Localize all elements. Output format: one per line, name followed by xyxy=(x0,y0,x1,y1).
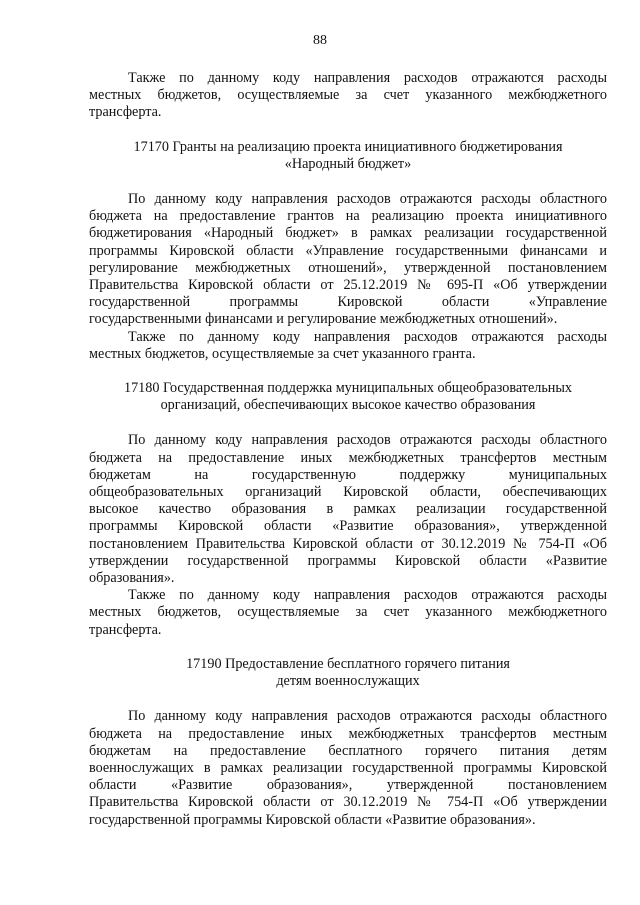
text-line: Также по данному коду направления расходов отражаются расходы xyxy=(128,70,607,86)
section-heading-17180 xyxy=(89,380,607,414)
text-line: бюджетам на государственную поддержку муниципальных xyxy=(89,466,607,483)
text-line: высокое качество образования в рамках реализации государственной xyxy=(89,501,607,518)
text-line: местных бюджетов, осуществляемые за счет указанного гранта. xyxy=(89,345,476,362)
text-line: государственной программы Кировской области «Развитие образования». xyxy=(89,811,536,828)
text-line: утверждении государственной программы Кировской области «Развитие xyxy=(89,552,607,569)
heading-line: 17180 Государственная поддержка муниципальных общеобразовательных xyxy=(123,380,573,397)
text-line: По данному коду направления расходов отражаются расходы областного xyxy=(128,708,607,725)
text-line: местных бюджетов, осуществляемые за счет указанного межбюджетного xyxy=(89,87,607,104)
heading-line: «Народный бюджет» xyxy=(284,155,412,172)
paragraph-transfer-note-2 xyxy=(89,587,607,639)
text-line: программы Кировской области «Развитие образования», утвержденной xyxy=(89,518,607,535)
text-line: По данному коду направления расходов отражаются расходы областного xyxy=(128,432,607,449)
text-line: Также по данному коду направления расходов отражаются расходы xyxy=(128,587,607,604)
text-line: государственными финансами и регулирование межбюджетных отношений». xyxy=(89,311,558,328)
text-line: общеобразовательных организаций Кировской области, обеспечивающих xyxy=(89,484,607,501)
text-line: государственной программы Кировской области «Управление xyxy=(89,294,607,311)
text-line: местных бюджетов, осуществляемые за счет указанного межбюджетного xyxy=(89,604,607,621)
text-line: трансферта. xyxy=(89,621,162,638)
paragraph-17190-description xyxy=(89,708,607,828)
text-line: постановлением Правительства Кировской области от 30.12.2019 № 754-П «Об xyxy=(89,535,607,552)
paragraph-17180-description xyxy=(89,432,607,587)
text-line: программы Кировской области «Управление государственными финансами и xyxy=(89,242,607,259)
heading-line: детям военнослужащих xyxy=(276,673,420,690)
paragraph-17170-local-note xyxy=(89,329,607,363)
text-line: бюджета на предоставление иных межбюджетных трансфертов местным xyxy=(89,725,607,742)
section-heading-17190 xyxy=(89,656,607,690)
text-line: бюджетирования «Народный бюджет» в рамках реализации государственной xyxy=(89,225,607,242)
text-line: регулирование межбюджетных отношений», утвержденной постановлением xyxy=(89,259,607,276)
text-line: бюджетам на предоставление бесплатного горячего питания детям xyxy=(89,742,607,759)
text-line: трансферта. xyxy=(89,104,162,121)
text-line: военнослужащих в рамках реализации государственной программы Кировской xyxy=(89,759,607,776)
text-line: бюджета на предоставление грантов на реализацию проекта инициативного xyxy=(89,208,607,225)
text-line: Правительства Кировской области от 30.12.2019 № 754-П «Об утверждении xyxy=(89,794,607,811)
text-line: области «Развитие образования», утвержденной постановлением xyxy=(89,777,607,794)
text-line: образования». xyxy=(89,570,175,587)
paragraph-transfer-note-1 xyxy=(89,70,607,122)
heading-line: 17170 Гранты на реализацию проекта инициативного бюджетирования xyxy=(133,138,563,155)
page-number: 88 xyxy=(313,33,327,48)
text-line: Правительства Кировской области от 25.12.2019 № 695-П «Об утверждении xyxy=(89,277,607,294)
text-line: бюджета на предоставление иных межбюджетных трансфертов местным xyxy=(89,449,607,466)
heading-line: организаций, обеспечивающих высокое качество образования xyxy=(160,397,536,414)
document-body xyxy=(89,70,607,829)
paragraph-17170-description xyxy=(89,191,607,329)
text-line: Также по данному коду направления расходов отражаются расходы xyxy=(128,328,607,345)
section-heading-17170 xyxy=(89,139,607,173)
text-line: По данному коду направления расходов отражаются расходы областного xyxy=(128,191,607,208)
heading-line: 17190 Предоставление бесплатного горячего питания xyxy=(186,655,510,672)
